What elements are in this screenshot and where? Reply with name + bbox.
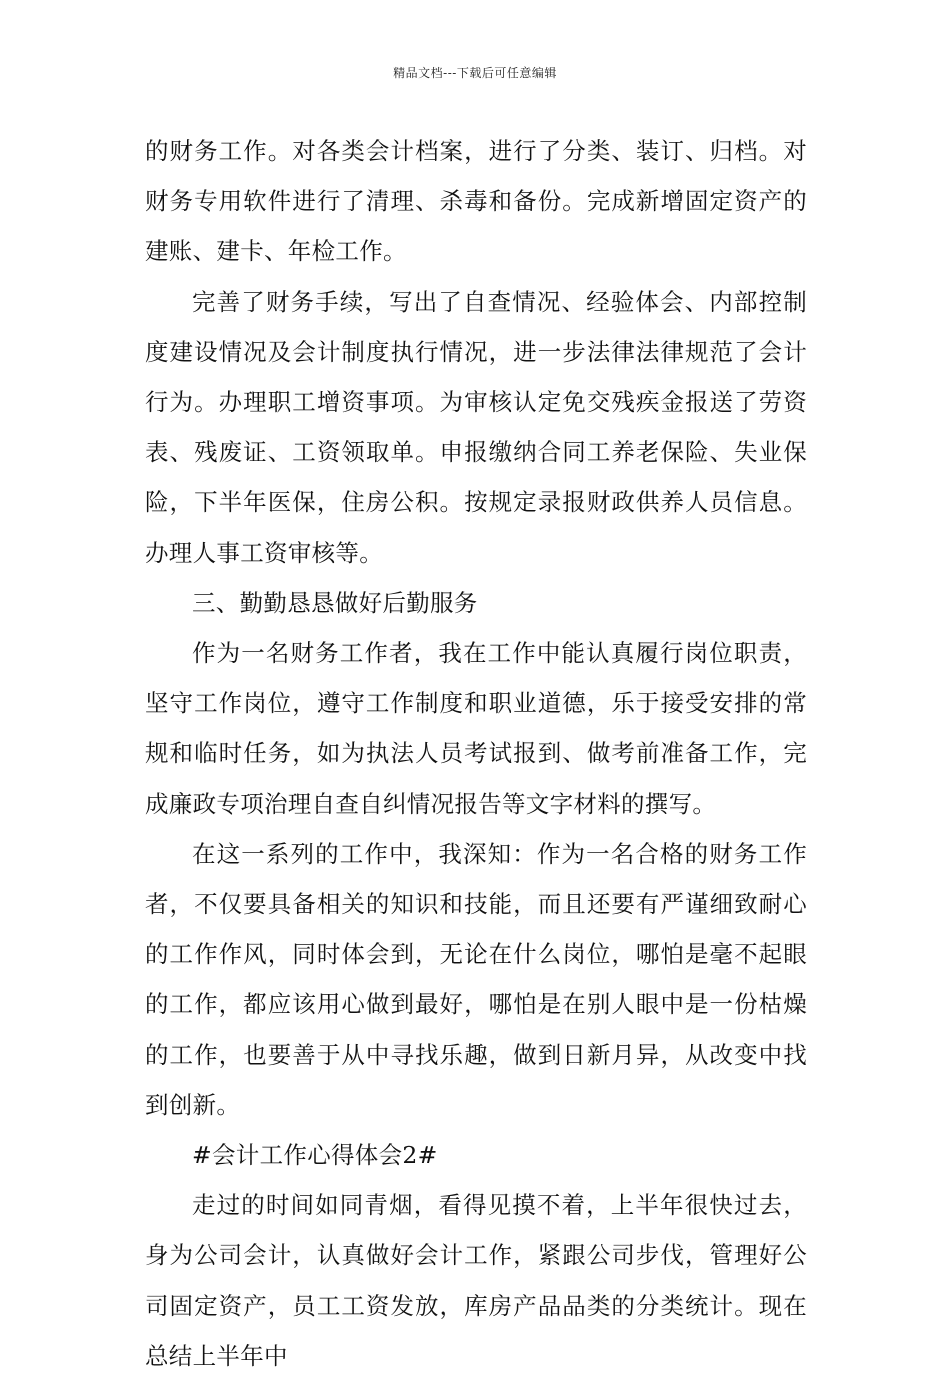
- section-heading-logistics: 三、勤勤恳恳做好后勤服务: [192, 588, 478, 617]
- document-body: [145, 126, 807, 1381]
- paragraph-financial-procedures: 完善了财务手续，写出了自查情况、经验体会、内部控制度建设情况及会计制度执行情况，进一步法律法律规范了会计行为。办理职工增资事项。为审核认定免交残疾金报送了劳资表、残废证、工资领取单。申报缴纳合同工养老保险、失业保险，下半年医保，住房公积。按规定录报财政供养人员信息。办理人事工资审核等。: [145, 287, 807, 567]
- paragraph-reflection: 在这一系列的工作中，我深知：作为一名合格的财务工作者，不仅要具备相关的知识和技能，而且还要有严谨细致耐心的工作作风，同时体会到，无论在什么岗位，哪怕是毫不起眼的工作，都应该用心做到最好，哪怕是在别人眼中是一份枯燥的工作，也要善于从中寻找乐趣，做到日新月异，从改变中找到创新。: [145, 839, 807, 1119]
- page-header: 精品文档---下载后可任意编辑: [393, 66, 557, 80]
- paragraph-duties: 作为一名财务工作者，我在工作中能认真履行岗位职责，坚守工作岗位，遵守工作制度和职业道德，乐于接受安排的常规和临时任务，如为执法人员考试报到、做考前准备工作，完成廉政专项治理自查自纠情况报告等文字材料的撰写。: [145, 639, 807, 818]
- paragraph-continuation: 的财务工作。对各类会计档案，进行了分类、装订、归档。对财务专用软件进行了清理、杀毒和备份。完成新增固定资产的建账、建卡、年检工作。: [145, 137, 807, 266]
- paragraph-half-year-summary: 走过的时间如同青烟，看得见摸不着，上半年很快过去，身为公司会计，认真做好会计工作，紧跟公司步伐，管理好公司固定资产，员工工资发放，库房产品品类的分类统计。现在总结上半年中: [145, 1191, 807, 1370]
- section-heading-part-2: #会计工作心得体会2#: [192, 1141, 438, 1170]
